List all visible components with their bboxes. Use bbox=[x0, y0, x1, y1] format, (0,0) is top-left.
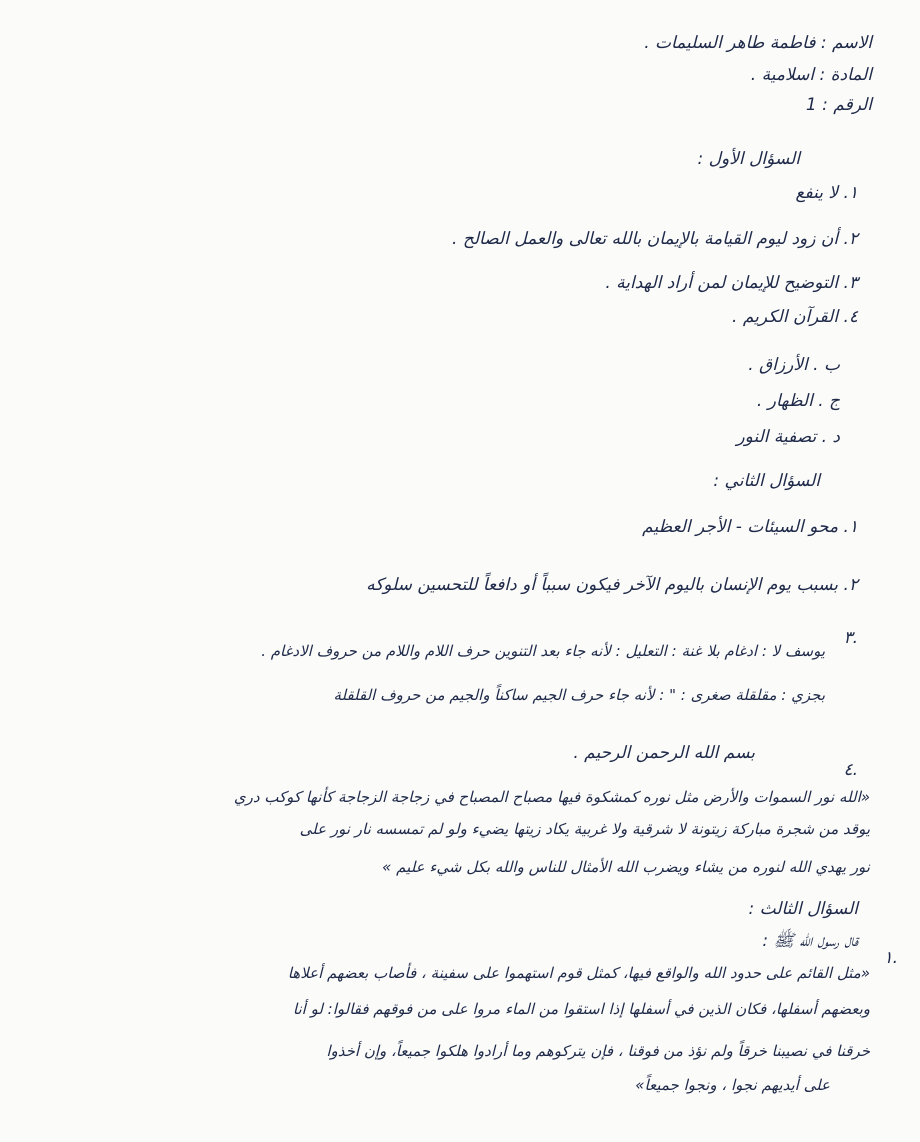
student-name: الاسم : فاطمة طاهر السليمات . bbox=[644, 33, 872, 53]
question-1-title: السؤال الأول : bbox=[697, 149, 800, 169]
q1-answer-3: ٣. التوضيح للإيمان لمن أراد الهداية . bbox=[605, 273, 858, 293]
verse-line-2: يوقد من شجرة مباركة زيتونة لا شرقية ولا غربية يكاد زيتها يضيء ولو لم تمسسه نار نور على bbox=[299, 820, 870, 838]
q2-answer-3-number: ٣. bbox=[843, 628, 858, 648]
q1-answer-4: ٤. القرآن الكريم . bbox=[732, 307, 858, 327]
hadith-line-2: وبعضهم أسفلها، فكان الذين في أسفلها إذا استقوا من الماء مروا على من فوقهم فقالوا: لو أنا bbox=[292, 1000, 870, 1018]
q2-answer-3-line-2: بجزي : مقلقلة صغرى : " : لأنه جاء حرف الجيم ساكناً والجيم من حروف القلقلة bbox=[333, 686, 825, 704]
hadith-line-4: على أيديهم نجوا ، ونجوا جميعاً» bbox=[635, 1076, 830, 1094]
hadith-line-3: خرقنا في نصيبنا خرقاً ولم نؤذ من فوقنا ، فإن يتركوهم وما أرادوا هلكوا جميعاً، وإن أخذوا bbox=[326, 1042, 870, 1060]
q1-answer-b: ب . الأرزاق . bbox=[748, 355, 840, 375]
q1-answer-j: ج . الظهار . bbox=[756, 391, 840, 411]
q2-answer-1: ١. محو السيئات - الأجر العظيم bbox=[642, 517, 858, 537]
verse-line-1: «الله نور السموات والأرض مثل نوره كمشكوة فيها مصباح المصباح في زجاجة الزجاجة كأنها كوكب دري bbox=[233, 788, 870, 806]
q2-answer-3-line-1: يوسف لا : ادغام بلا غنة : التعليل : لأنه جاء بعد التنوين حرف اللام واللام من حروف الادغام . bbox=[261, 642, 825, 660]
q1-answer-d: د . تصفية النور bbox=[736, 427, 840, 447]
hadith-line-1: «مثل القائم على حدود الله والواقع فيها، كمثل قوم استهموا على سفينة ، فأصاب بعضهم أعلاها bbox=[287, 964, 870, 982]
hadith-intro: قال رسول الله ﷺ : bbox=[762, 931, 858, 951]
question-2-title: السؤال الثاني : bbox=[713, 471, 820, 491]
subject-line: المادة : اسلامية . bbox=[750, 65, 872, 85]
q1-answer-2: ٢. أن زود ليوم القيامة بالإيمان بالله تعالى والعمل الصالح . bbox=[452, 229, 858, 249]
number-line: الرقم : 1 bbox=[805, 95, 872, 115]
q3-answer-1-number: ١. bbox=[883, 948, 898, 968]
verse-line-3: نور يهدي الله لنوره من يشاء ويضرب الله الأمثال للناس والله بكل شيء عليم » bbox=[382, 858, 870, 876]
basmala: بسم الله الرحمن الرحيم . bbox=[573, 743, 755, 763]
q2-answer-4-number: ٤. bbox=[843, 760, 858, 780]
q2-answer-2: ٢. بسبب يوم الإنسان باليوم الآخر فيكون سبباً أو دافعاً للتحسين سلوكه bbox=[366, 575, 858, 595]
question-3-title: السؤال الثالث : bbox=[748, 899, 858, 919]
q1-answer-1: ١. لا ينفع bbox=[795, 183, 858, 203]
